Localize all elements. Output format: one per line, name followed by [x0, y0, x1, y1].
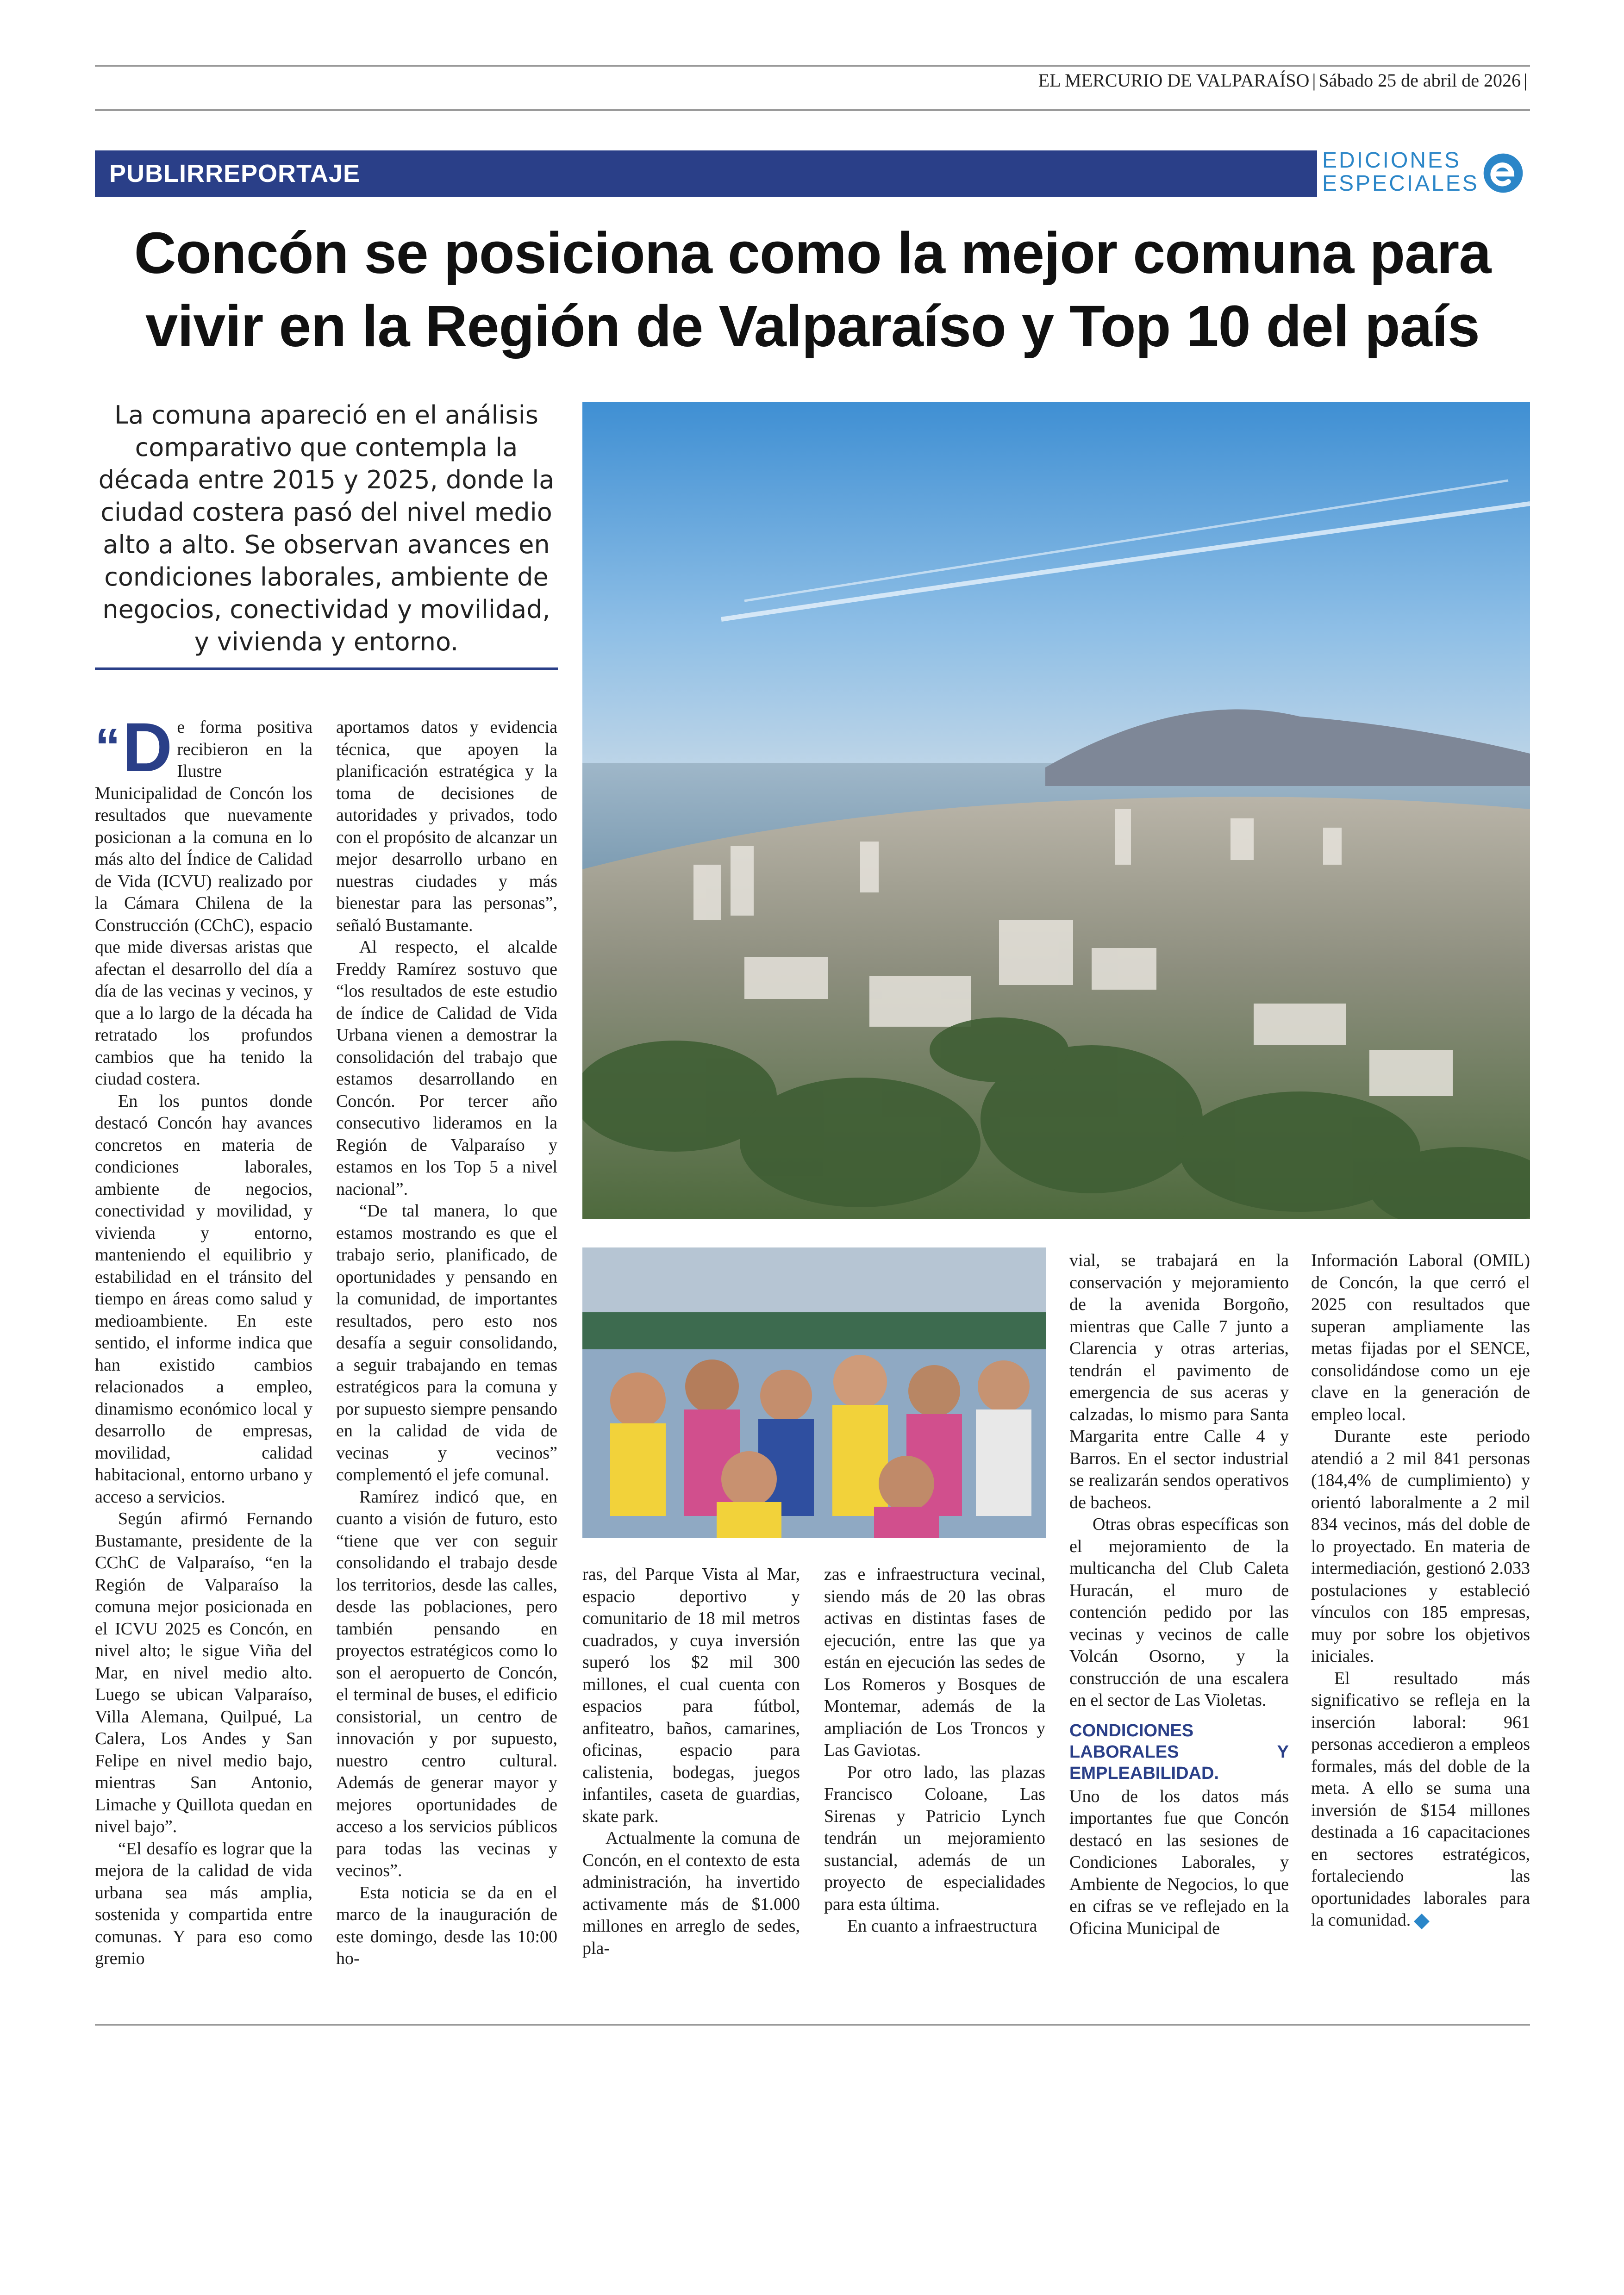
paragraph: Durante este periodo atendió a 2 mil 841 personas (184,4% de cumplimiento) y orientó laboralmente a 2 mil 834 vecinos, más del doble de lo proyectado. En materia de intermediación, gestionó 2.033 postulaciones y estableció vínculos con 185 empresas, muy por sobre los objetivos iniciales. [1311, 1427, 1530, 1666]
brand-text [1322, 149, 1479, 195]
paragraph-text: e forma positiva recibieron en la Ilustre Municipalidad de Concón los resultados que nuevamente posicionan a la comuna en lo más alto del Índice de Calidad de Vida (ICVU) realizado por la Cámara Chilena de la Construcción (CChC), espacio que mide diversas aristas que afectan el desarrollo del día a día de las vecinas y vecinos, y que a lo largo de la década ha retratado los profundos cambios que ha tenido la ciudad costera. [95, 717, 312, 1089]
ediciones-especiales-brand [1322, 149, 1530, 200]
brand-line-2: ESPECIALES [1322, 171, 1479, 196]
paragraph: Actualmente la comuna de Concón, en el contexto de esta administración, ha invertido activamente más de $1.000 millones en arreglo de sedes, pla- [582, 1828, 800, 1958]
paragraph: aportamos datos y evidencia técnica, que apoyen la planificación estratégica y la toma de decisiones de autoridades y privados, todo con el propósito de alcanzar un mejor desarrollo urbano en nuestras ciudades y más bienestar para las personas”, señaló Bustamante. [336, 717, 557, 935]
headline-line-2: vivir en la Región de Valparaíso y Top 10 del país [145, 293, 1480, 359]
brand-line-1: EDICIONES [1322, 148, 1462, 173]
article-column-1 [95, 708, 312, 1970]
paragraph: “El desafío es lograr que la mejora de la calidad de vida urbana sea más amplia, sostenida y compartida entre comunas. Y para eso como gremio [95, 1839, 312, 1968]
section-label: PUBLIRREPORTAJE [109, 160, 361, 187]
bottom-rule [95, 2024, 1530, 2026]
article-column-4 [824, 1564, 1045, 1938]
top-rule [95, 65, 1530, 67]
paragraph: Ramírez indicó que, en cuanto a visión de futuro, esto “tiene que ver con seguir consolidando el trabajo desde los territorios, desde las calles, desde las poblaciones, pero también pensando en proyectos estratégicos como lo son el aeropuerto de Concón, el terminal de buses, el edificio consistorial, un centro de innovación y por supuesto, nuestro centro cultural. Además de generar mayor y mejores oportunidades de acceso a los servicios públicos para todas las vecinas y vecinos”. [336, 1487, 557, 1880]
paragraph: Según afirmó Fernando Bustamante, presidente de la CChC de Valparaíso, “en la Región de Valparaíso la comuna mejor posicionada en el ICVU 2025 es Concón, en nivel alto; le sigue Viña del Mar, en nivel medio alto. Luego se ubican Valparaíso, Villa Alemana, Quilpué, La Calera, Los Andes y San Felipe en nivel medio bajo, mientras San Antonio, Limache y Quillota quedan en nivel bajo”. [95, 1509, 312, 1836]
paragraph: zas e infraestructura vecinal, siendo más de 20 las obras activas en distintas fases de ejecución, entre las que ya están en ejecución las sedes de Los Romeros y Bosques de Montemar, además de la ampliación de Los Troncos y Las Gaviotas. [824, 1565, 1045, 1760]
drop-cap [95, 708, 173, 786]
masthead-rule [95, 109, 1530, 111]
paragraph: ras, del Parque Vista al Mar, espacio deportivo y comunitario de 18 mil metros cuadrados, y cuya inversión superó los $2 mil 300 millones, el cual cuenta con espacios para fútbol, anfiteatro, baños, camarines, oficinas, espacio para calistenia, bodegas, juegos infantiles, caseta de guardias, skate park. [582, 1565, 800, 1826]
article-column-2 [336, 717, 557, 1970]
paragraph: Uno de los datos más importantes fue que Concón destacó en las sesiones de Condiciones Laborales, y Ambiente de Negocios, lo que en cifras se ve reflejado en la Oficina Municipal de [1069, 1786, 1289, 1938]
paragraph: Al respecto, el alcalde Freddy Ramírez sostuvo que “los resultados de este estudio de índice de Calidad de Vida Urbana vienen a demostrar la consolidación del trabajo que estamos desarrollando en Concón. Por tercer año consecutivo lideramos en la Región de Valparaíso y estamos en los Top 5 a nivel nacional”. [336, 937, 557, 1199]
end-mark-icon [1414, 1914, 1430, 1929]
paragraph: Información Laboral (OMIL) de Concón, la que cerró el 2025 con resultados que superan ampliamente las metas fijadas por el SENCE, consolidándose como un eje clave en la generación de empleo local. [1311, 1251, 1530, 1424]
e-logo-icon [1482, 152, 1524, 194]
paragraph: En cuanto a infraestructura [847, 1916, 1037, 1936]
paragraph: vial, se trabajará en la conservación y mejoramiento de la avenida Borgoño, mientras que Calle 7 junto a Clarencia y otras arterias, tendrán el pavimento de emergencia de sus aceras y calzadas, lo mismo para Santa Margarita entre Calle 4 y Barros. En el sector industrial se realizarán sendos operativos de bacheos. [1069, 1251, 1289, 1512]
headline-line-1: Concón se posiciona como la mejor comuna para [134, 220, 1491, 286]
paragraph [1311, 1668, 1530, 1932]
quote-mark-icon: “ [95, 718, 120, 775]
masthead-separator: | [1312, 70, 1316, 91]
lead-rule [95, 667, 558, 670]
lead-paragraph: La comuna apareció en el análisis comparativo que contempla la década entre 2015 y 2025, donde la ciudad costera pasó del nivel medio alto a alto. Se observan avances en condiciones laborales, ambiente de negocios, conectividad y movilidad, y vivienda y entorno. [98, 400, 555, 656]
community-kids-photo [582, 1247, 1046, 1538]
paragraph: Por otro lado, las plazas Francisco Coloane, Las Sirenas y Patricio Lynch tendrán un mejoramiento sustancial, además de un proyecto de especialidades para esta última. [824, 1762, 1045, 1914]
section-subhead: CONDICIONES LABORALES Y EMPLEABILIDAD. [1069, 1721, 1289, 1783]
aerial-city-photo [582, 402, 1530, 1219]
paragraph: Otras obras específicas son el mejoramiento de la multicancha del Club Caleta Huracán, el muro de contención pedido por las vecinas y vecinos de calle Volcán Osorno, y la construcción de una escalera en el sector de Las Violetas. [1069, 1515, 1289, 1710]
article-column-5 [1069, 1250, 1289, 1940]
paragraph: En los puntos donde destacó Concón hay avances concretos en materia de condiciones laborales, ambiente de negocios, conectividad y movilidad, y vivienda y entorno, manteniendo el equilibrio y estabilidad en el tránsito del tiempo en áreas como salud y medioambiente. En este sentido, el informe indica que han existido cambios relacionados a empleo, dinamismo económico local y desarrollo de empresas, movilidad, calidad habitacional, entorno urbano y acceso a servicios. [95, 1091, 312, 1507]
drop-cap-letter: D [122, 708, 173, 786]
paragraph: Esta noticia se da en el marco de la inauguración de este domingo, desde las 10:00 ho- [336, 1883, 557, 1968]
article-column-6 [1311, 1250, 1530, 1932]
headline [95, 217, 1530, 363]
newspaper-name: EL MERCURIO DE VALPARAÍSO [1038, 70, 1310, 91]
article-column-3 [582, 1564, 800, 1959]
paragraph-text: El resultado más significativo se refleja en la inserción laboral: 961 personas accedieron a empleos formales, más del doble de la meta. A ello se suma una inversión de $154 millones destinada a 16 capacitaciones en sectores estratégicos, fortaleciendo las oportunidades laborales para la comunidad. [1311, 1668, 1530, 1930]
masthead [95, 69, 1530, 91]
paragraph [95, 708, 312, 1091]
paragraph: “De tal manera, lo que estamos mostrando es que el trabajo serio, planificado, de oportunidades y pensando en la comunidad, de importantes resultados, pero esto nos desafía a seguir consolidando, a seguir trabajando en temas estratégicos para la comuna y por supuesto siempre pensando en la calidad de vida de vecinas y vecinos” complementó el jefe comunal. [336, 1201, 557, 1484]
issue-date: Sábado 25 de abril de 2026 [1318, 70, 1521, 91]
page-mark: | [1523, 70, 1527, 91]
